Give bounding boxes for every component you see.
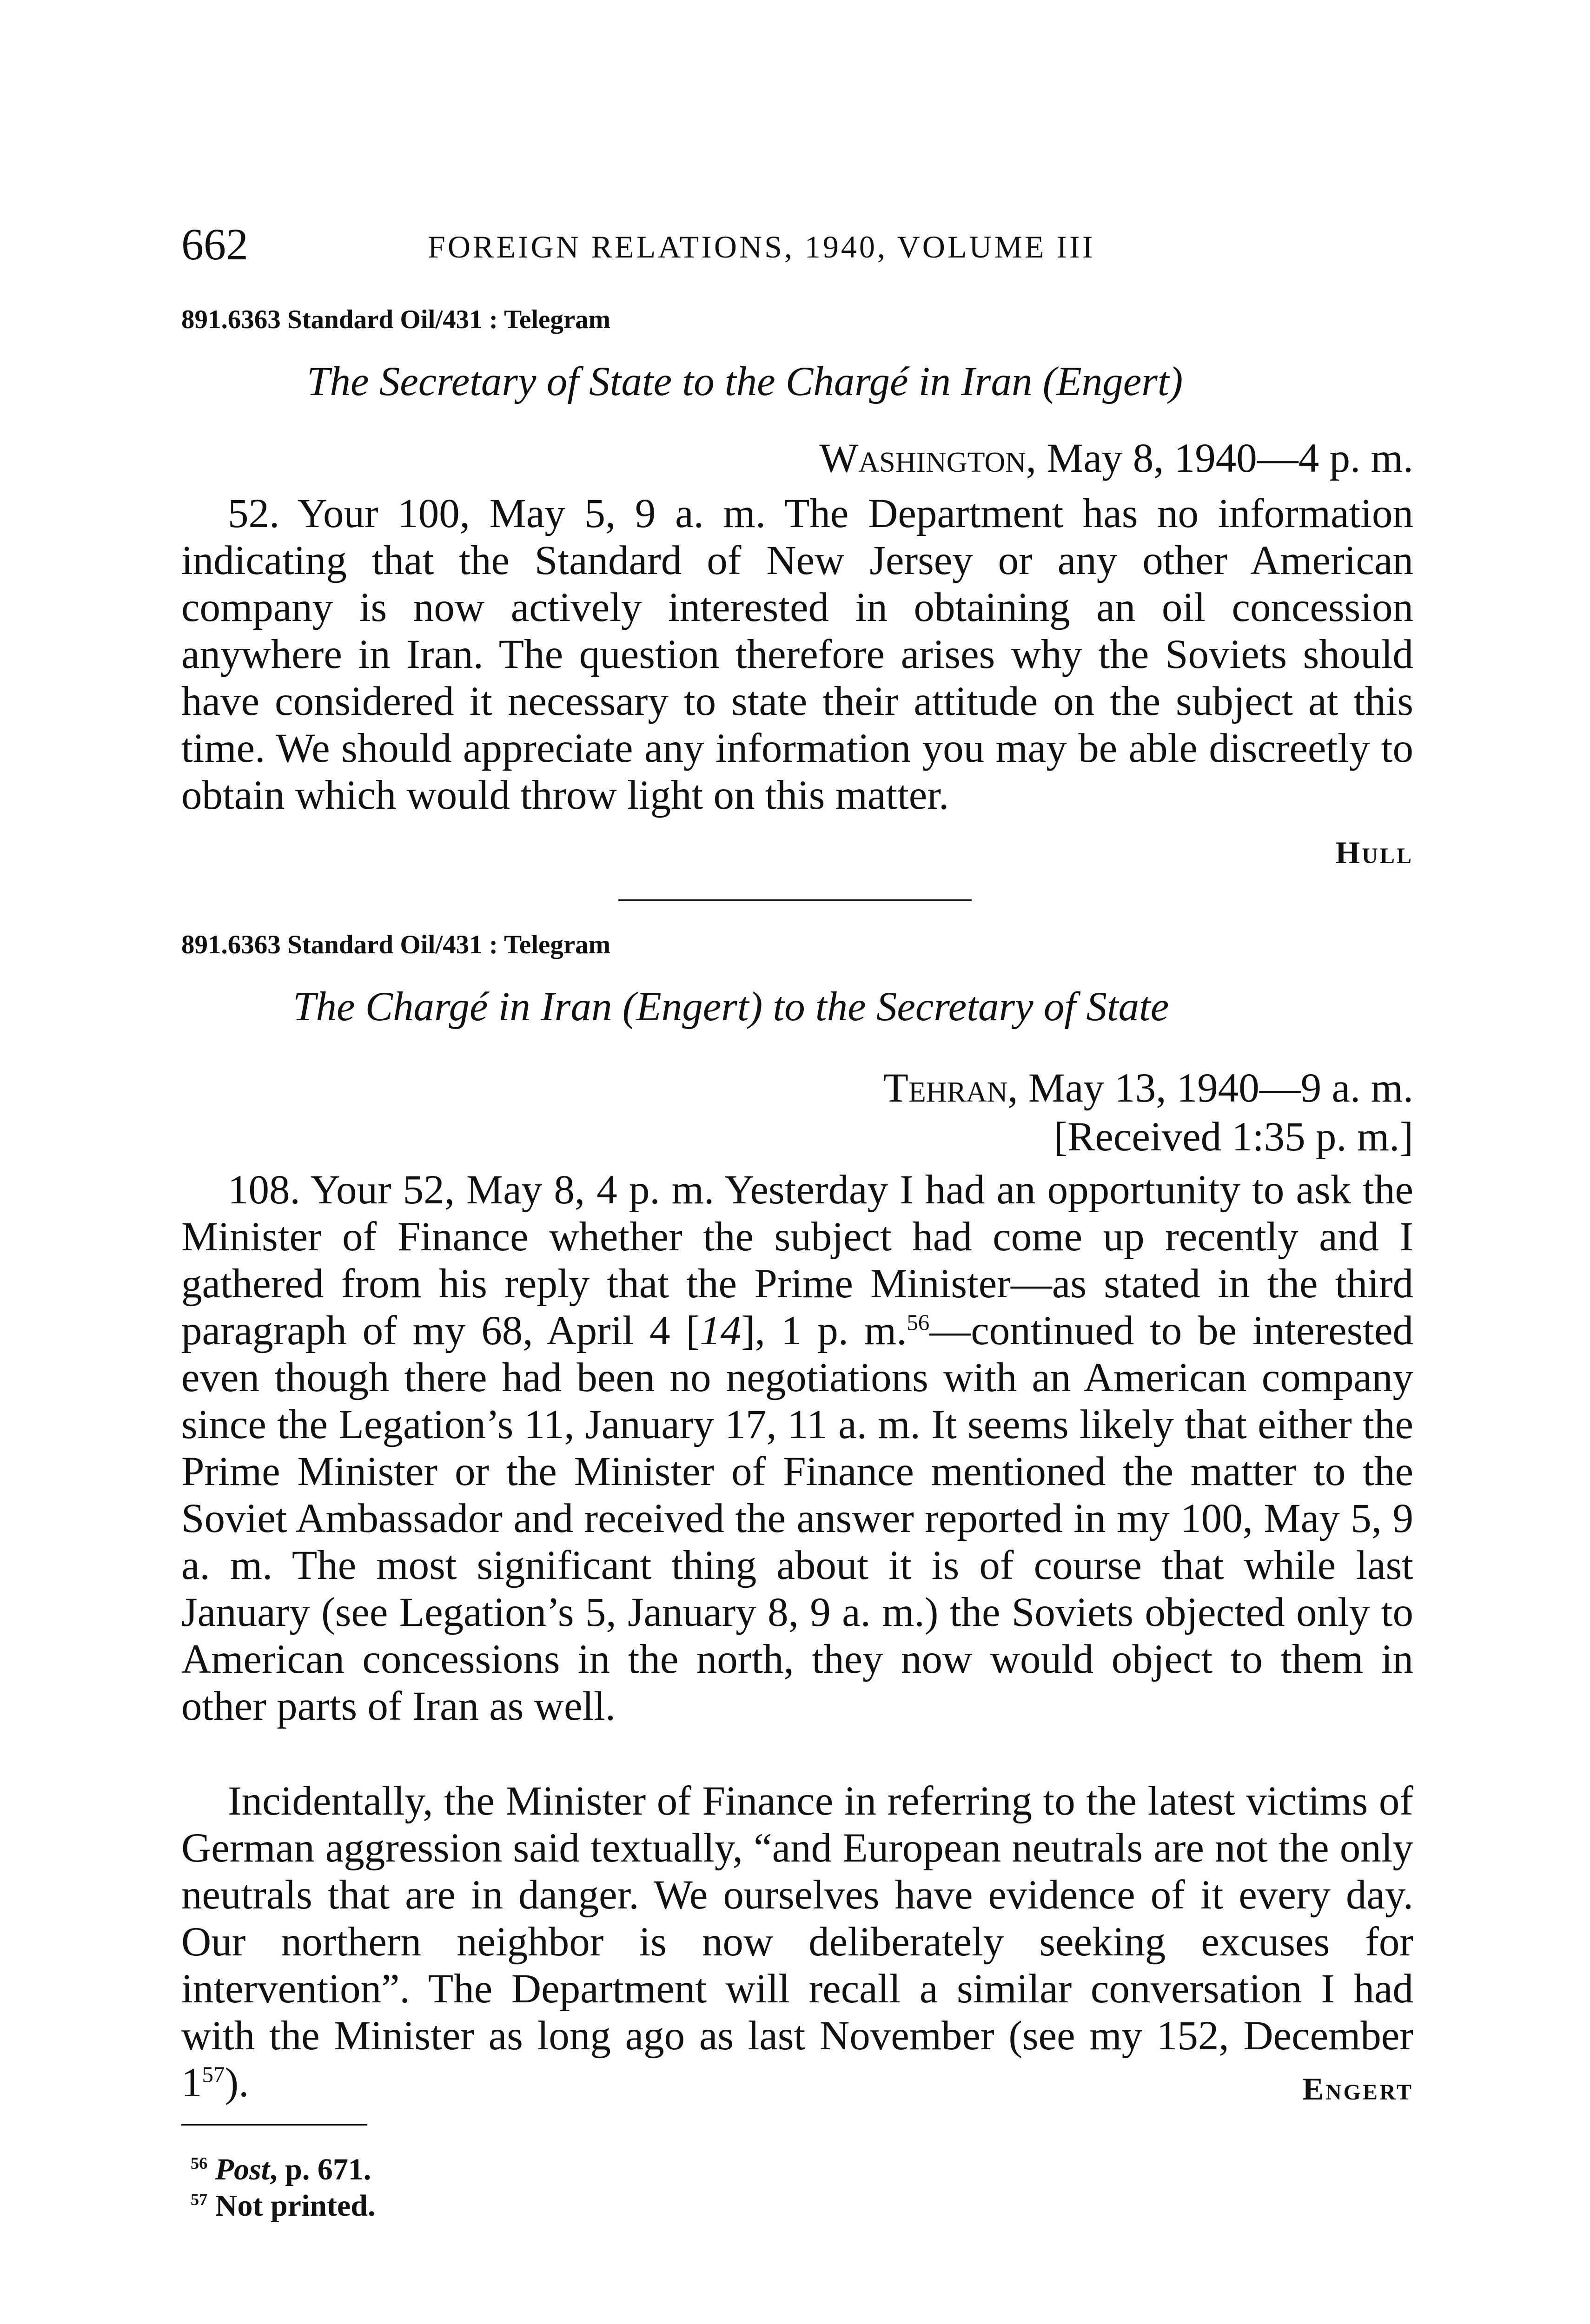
doc2-p2-text: Incidentally, the Minister of Finance in referring to the latest victims of German aggression said textually, “and European neutrals are not the only neutrals that are in danger. We ourselves have evidence of it every day. Our northern neighbor is now deliberately seeking excuses for intervention”. The Department will recall a similar conversation I had with the Minister as long ago as last November (see my 152, December 1 — [181, 1778, 1413, 2106]
doc2-p1-text-c: —continued to be interested even though there had been no negotiations with an American company since the Legation’s 11, January 17, 11 a. m. It seems likely that either the Prime Minister or the Minister of Finance mentioned the matter to the Soviet Ambassador and received the answer reported in my 100, May 5, 9 a. m. The most significant thing about it is of course that while last January (see Legation’s 5, January 8, 9 a. m.) the Soviets objected only to American concessions in the north, they now would object to them in other parts of Iran as well. — [181, 1308, 1413, 1729]
doc2-received: [Received 1:35 p. m.] — [1053, 1114, 1413, 1160]
footnote-57-mark: 57 — [191, 2190, 208, 2209]
doc2-p1-ref: 14 — [700, 1308, 742, 1353]
page-header — [181, 218, 1413, 270]
doc1-place: Washington — [819, 436, 1026, 481]
running-head: FOREIGN RELATIONS, 1940, VOLUME III — [428, 229, 1095, 264]
doc2-place: Tehran — [883, 1065, 1008, 1111]
footnote-56-text: Post — [215, 2152, 270, 2186]
doc2-dateline — [883, 1064, 1413, 1112]
doc2-paragraph-2 — [181, 1778, 1413, 2106]
doc1-signature — [1335, 834, 1413, 871]
page-number: 662 — [181, 219, 248, 269]
doc2-file-reference: 891.6363 Standard Oil/431 : Telegram — [181, 930, 611, 959]
footnote-57 — [191, 2188, 375, 2224]
footnote-56-mark: 56 — [191, 2154, 208, 2172]
doc1-date: , May 8, 1940—4 p. m. — [1026, 436, 1413, 481]
footnote-56-rest: , p. 671. — [270, 2152, 371, 2186]
footnote-rule — [181, 2124, 367, 2126]
doc1-signature-name: Hull — [1335, 835, 1413, 870]
footnote-marker-57: 57 — [202, 2061, 225, 2087]
doc1-dateline — [819, 435, 1413, 482]
doc2-signature-name: Engert — [1302, 2071, 1413, 2106]
doc2-paragraph-1 — [181, 1167, 1413, 1730]
doc2-title: The Chargé in Iran (Engert) to the Secretary of State — [293, 984, 1169, 1030]
doc2-signature — [1303, 2071, 1413, 2107]
section-divider — [618, 899, 972, 901]
doc2-p1-text-b: ], 1 p. m. — [741, 1308, 907, 1353]
doc2-p2-end: ). — [225, 2060, 249, 2106]
footnote-56 — [191, 2152, 371, 2187]
footnote-marker-56: 56 — [907, 1309, 930, 1335]
doc1-file-reference: 891.6363 Standard Oil/431 : Telegram — [181, 305, 611, 334]
doc1-title: The Secretary of State to the Chargé in Iran (Engert) — [307, 359, 1183, 404]
doc2-p1-text-a: 108. Your 52, May 8, 4 p. m. Yesterday I had an opportunity to ask the Minister of Finance whether the subject had come up recently and I gathered from his reply that the Prime Minister—as stated in the third paragraph of my 68, April 4 [ — [181, 1167, 1413, 1353]
footnote-57-text: Not printed. — [215, 2189, 376, 2223]
doc2-date: , May 13, 1940—9 a. m. — [1007, 1065, 1413, 1111]
doc1-body: 52. Your 100, May 5, 9 a. m. The Department has no information indicating that the Standard of New Jersey or any other American company is now actively interested in obtaining an oil concession anywhere in Iran. The question therefore arises why the Soviets should have considered it necessary to state their attitude on the subject at this time. We should appreciate any information you may be able discreetly to obtain which would throw light on this matter. — [181, 491, 1413, 818]
